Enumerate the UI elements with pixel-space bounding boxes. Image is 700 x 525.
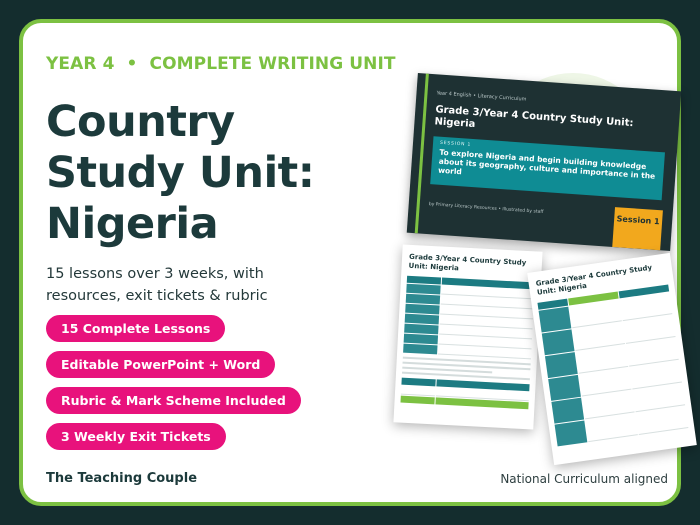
brand-name: The Teaching Couple xyxy=(46,471,198,486)
preview-document-rubric xyxy=(527,253,697,465)
doc2-title: Grade 3/Year 4 Country Study Unit: Nigeria xyxy=(535,263,653,297)
feature-badge-exit-tickets: 3 Weekly Exit Tickets xyxy=(46,423,226,450)
slide-title: Grade 3/Year 4 Country Study Unit: Nigeria xyxy=(434,104,634,131)
slide-session-badge: Session 1 xyxy=(612,207,663,250)
kicker-unit: COMPLETE WRITING UNIT xyxy=(149,54,396,74)
slide-footer: by Primary Literacy Resources • Illustrated by staff xyxy=(428,202,544,216)
doc1-table xyxy=(403,276,535,360)
kicker-year: YEAR 4 xyxy=(46,54,115,74)
doc1-title: Grade 3/Year 4 Country Study Unit: Nigeria xyxy=(408,252,527,272)
feature-badge-lessons: 15 Complete Lessons xyxy=(46,315,225,342)
slide-accent-stripe xyxy=(415,74,429,234)
kicker xyxy=(46,54,396,74)
page-title: Country Study Unit: Nigeria xyxy=(46,97,315,249)
subtitle: 15 lessons over 3 weeks, with resources, exit tickets & rubric xyxy=(46,266,268,304)
doc2-rubric-table xyxy=(537,284,688,446)
preview-slide xyxy=(407,73,682,251)
slide-breadcrumb: Year 4 English • Literacy Curriculum xyxy=(436,90,527,103)
curriculum-note: National Curriculum aligned xyxy=(500,472,668,486)
slide-objective: To explore Nigeria and begin building knowledge about its geography, culture and importance in the world xyxy=(437,147,656,181)
preview-document-lesson-plan xyxy=(393,244,542,429)
feature-badge-rubric: Rubric & Mark Scheme Included xyxy=(46,387,301,414)
feature-badge-editable: Editable PowerPoint + Word xyxy=(46,351,275,378)
slide-objective-band xyxy=(430,136,665,200)
doc1-bottom-table xyxy=(400,378,529,410)
slide-session-label: SESSION 1 xyxy=(439,140,472,148)
doc1-text-lines xyxy=(402,357,531,381)
kicker-separator: • xyxy=(126,54,138,74)
